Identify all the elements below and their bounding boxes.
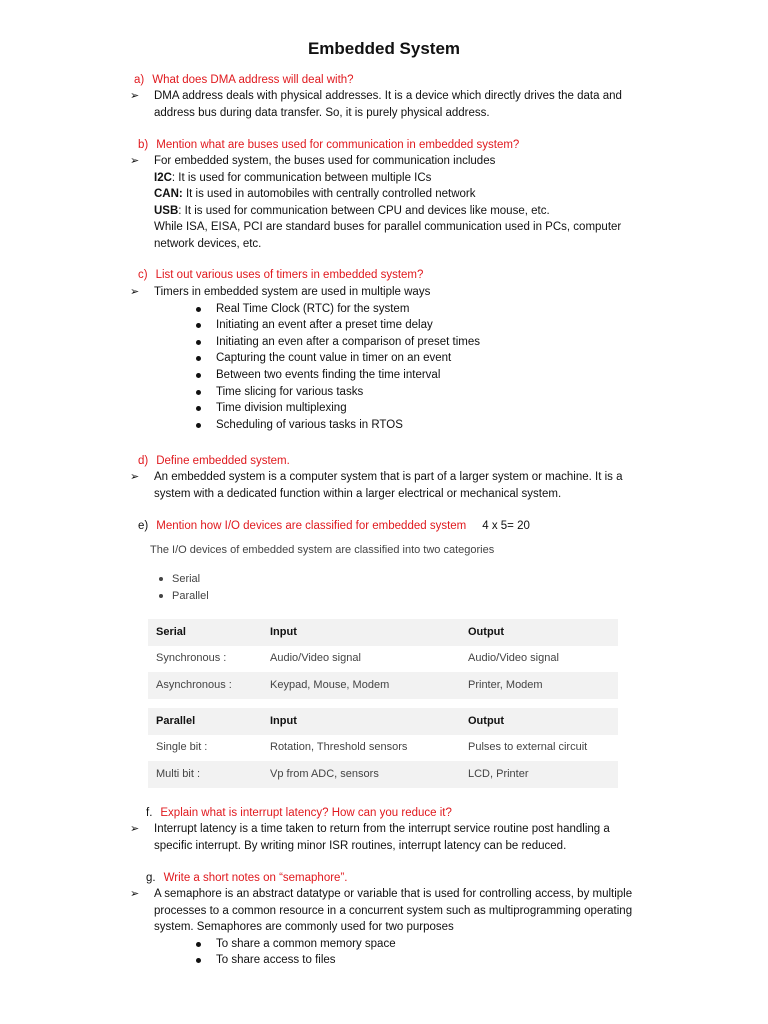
- bus-desc: It is used in automobiles with centrally controlled network: [182, 188, 476, 201]
- timer-uses-list: [154, 301, 674, 434]
- question-text: Write a short notes on “semaphore”.: [163, 872, 348, 884]
- table-header: Input: [270, 625, 297, 638]
- question-g: [146, 870, 347, 887]
- table-cell: Audio/Video signal: [270, 652, 361, 665]
- list-item: Time division multiplexing: [194, 400, 674, 417]
- question-text: Mention what are buses used for communication in embedded system?: [156, 139, 520, 151]
- question-label: g.: [146, 872, 156, 884]
- question-d: [138, 453, 290, 470]
- question-label: f.: [146, 807, 153, 819]
- semaphore-purposes-list: [154, 936, 674, 969]
- list-item: To share a common memory space: [194, 936, 674, 953]
- list-item: Parallel: [158, 588, 209, 605]
- bus-item-usb: [154, 203, 674, 220]
- answer-c: [130, 284, 674, 433]
- question-text: Define embedded system.: [156, 455, 290, 467]
- list-item: Real Time Clock (RTC) for the system: [194, 301, 674, 318]
- table-header-row: [148, 708, 618, 735]
- arrow-bullet-icon: ➢: [130, 155, 140, 167]
- table-cell: Single bit :: [156, 741, 208, 754]
- table-cell: Printer, Modem: [468, 678, 543, 691]
- arrow-bullet-icon: ➢: [130, 471, 140, 483]
- question-text: List out various uses of timers in embedded system?: [155, 269, 424, 281]
- table-cell: Synchronous :: [156, 652, 227, 665]
- answer-b: [130, 153, 674, 253]
- question-b: [138, 137, 519, 154]
- question-text: What does DMA address will deal with?: [152, 74, 354, 86]
- bus-desc: : It is used for communication between multiple ICs: [171, 171, 432, 184]
- list-item: Initiating an event after a preset time delay: [194, 317, 674, 334]
- question-c: [138, 267, 423, 284]
- table-header: Input: [270, 714, 297, 727]
- table-cell: Keypad, Mouse, Modem: [270, 678, 390, 691]
- answer-line: system. Semaphores are commonly used for two purposes: [154, 921, 454, 934]
- question-label: a): [134, 74, 145, 86]
- parallel-io-table: [148, 708, 618, 788]
- question-label: e): [138, 520, 149, 532]
- answer-f: [130, 821, 674, 854]
- table-header: Output: [468, 714, 505, 727]
- bus-item-can: [154, 186, 674, 203]
- question-label: d): [138, 455, 149, 467]
- answer-line: While ISA, EISA, PCI are standard buses for parallel communication used in PCs, computer: [154, 221, 622, 234]
- answer-line: address bus during data transfer. So, it is purely physical address.: [154, 106, 490, 119]
- bus-term: I2C: [154, 171, 172, 184]
- bus-desc: : It is used for communication between CPU and devices like mouse, etc.: [178, 204, 550, 217]
- table-cell: Asynchronous :: [156, 678, 232, 691]
- table-header: Parallel: [156, 714, 196, 727]
- bus-term: CAN:: [154, 188, 183, 201]
- answer-line: network devices, etc.: [154, 237, 262, 250]
- table-cell: Vp from ADC, sensors: [270, 767, 379, 780]
- answer-line: processes to a common resource in a concurrent system such as multiprogramming operating: [154, 904, 633, 917]
- answer-line: specific interrupt. By writing minor ISR routines, interrupt latency can be reduced.: [154, 839, 567, 852]
- answer-g: [130, 886, 674, 969]
- question-f: [146, 805, 452, 822]
- arrow-bullet-icon: ➢: [130, 90, 140, 102]
- table-row: [148, 735, 618, 762]
- list-item: To share access to files: [194, 952, 674, 969]
- list-item: Initiating an even after a comparison of preset times: [194, 334, 674, 351]
- table-header: Output: [468, 625, 505, 638]
- answer-line: Interrupt latency is a time taken to return from the interrupt service routine post handling a: [154, 823, 610, 835]
- table-cell: Audio/Video signal: [468, 652, 559, 665]
- answer-line: A semaphore is an abstract datatype or variable that is used for controlling access, by multiple: [154, 888, 633, 900]
- answer-line: Timers in embedded system are used in multiple ways: [154, 286, 431, 298]
- table-row: [148, 761, 618, 788]
- serial-io-table: [148, 619, 618, 699]
- table-cell: Pulses to external circuit: [468, 741, 588, 754]
- io-categories-list: [158, 571, 209, 604]
- table-row: [148, 672, 618, 699]
- answer-line: DMA address deals with physical addresses. It is a device which directly drives the data and: [154, 90, 622, 102]
- bus-item-i2c: [154, 170, 674, 187]
- page-title: Embedded System: [307, 39, 461, 58]
- list-item: Capturing the count value in timer on an event: [194, 350, 674, 367]
- question-text: Explain what is interrupt latency? How can you reduce it?: [160, 807, 452, 819]
- answer-line: An embedded system is a computer system that is part of a larger system or machine. It is a: [154, 471, 623, 483]
- table-cell: Multi bit :: [156, 767, 201, 780]
- table-cell: Rotation, Threshold sensors: [270, 741, 408, 754]
- list-item: Between two events finding the time interval: [194, 367, 674, 384]
- marks-label: 4 x 5= 20: [482, 520, 530, 532]
- question-text: Mention how I/O devices are classified for embedded system: [156, 520, 467, 532]
- table-header: Serial: [156, 625, 186, 638]
- table-row: [148, 646, 618, 673]
- answer-line: For embedded system, the buses used for communication includes: [154, 155, 496, 167]
- table-header-row: [148, 619, 618, 646]
- answer-a: [130, 88, 674, 121]
- table-cell: LCD, Printer: [468, 767, 529, 780]
- arrow-bullet-icon: ➢: [130, 888, 140, 900]
- question-label: b): [138, 139, 149, 151]
- question-e: [138, 518, 530, 535]
- arrow-bullet-icon: ➢: [130, 823, 140, 835]
- answer-d: [130, 469, 674, 502]
- list-item: Scheduling of various tasks in RTOS: [194, 417, 674, 434]
- io-intro: The I/O devices of embedded system are classified into two categories: [150, 544, 495, 556]
- question-label: c): [138, 269, 148, 281]
- question-a: [134, 72, 354, 89]
- bus-term: USB: [154, 204, 179, 217]
- arrow-bullet-icon: ➢: [130, 286, 140, 298]
- list-item: Time slicing for various tasks: [194, 384, 674, 401]
- answer-line: system with a dedicated function within a larger electrical or mechanical system.: [154, 487, 562, 500]
- list-item: Serial: [158, 571, 209, 588]
